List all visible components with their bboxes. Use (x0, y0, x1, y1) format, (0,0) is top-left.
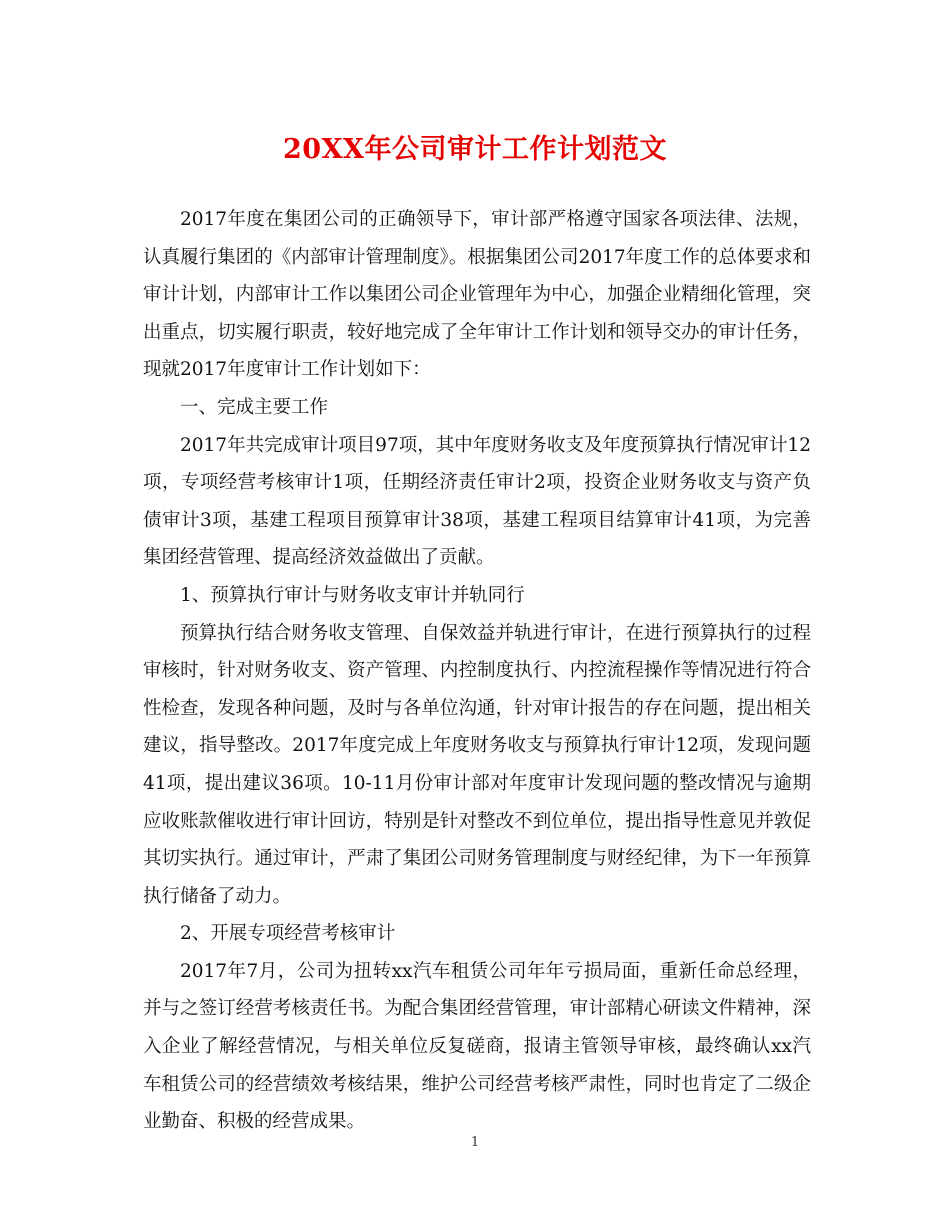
summary-paragraph: 2017年共完成审计项目97项，其中年度财务收支及年度预算执行情况审计12项，专项经营考核审计1项，任期经济责任审计2项，投资企业财务收支与资产负债审计3项，基建工程项目预算审计38项，基建工程项目结算审计41项，为完善集团经营管理、提高经济效益做出了贡献。 (143, 434, 811, 569)
subsection-heading-budget-audit: 1、预算执行审计与财务收支审计并轨同行 (180, 584, 525, 606)
document-title: 20XX年公司审计工作计划范文 (283, 134, 667, 165)
document-body (143, 201, 811, 1141)
section-heading-main-work: 一、完成主要工作 (180, 396, 329, 418)
page-number: 1 (470, 1135, 480, 1150)
intro-paragraph: 2017年度在集团公司的正确领导下，审计部严格遵守国家各项法律、法规，认真履行集团的《内部审计管理制度》。根据集团公司2017年度工作的总体要求和审计计划，内部审计工作以集团公司企业管理年为中心，加强企业精细化管理，突出重点，切实履行职责，较好地完成了全年审计工作计划和领导交办的审计任务，现就2017年度审计工作计划如下： (143, 209, 811, 381)
special-audit-paragraph: 2017年7月，公司为扭转xx汽车租赁公司年年亏损局面，重新任命总经理，并与之签订经营考核责任书。为配合集团经营管理，审计部精心研读文件精神，深入企业了解经营情况，与相关单位反复磋商，报请主管领导审核，最终确认xx汽车租赁公司的经营绩效考核结果，维护公司经营考核严肃性，同时也肯定了二级企业勤奋、积极的经营成果。 (143, 960, 811, 1133)
subsection-heading-special-audit: 2、开展专项经营考核审计 (180, 923, 396, 945)
budget-audit-paragraph: 预算执行结合财务收支管理、自保效益并轨进行审计，在进行预算执行的过程审核时，针对财务收支、资产管理、内控制度执行、内控流程操作等情况进行符合性检查，发现各种问题，及时与各单位沟通，针对审计报告的存在问题，提出相关建议，指导整改。2017年度完成上年度财务收支与预算执行审计12项，发现问题41项，提出建议36项。10-11月份审计部对年度审计发现问题的整改情况与逾期应收账款催收进行审计回访，特别是针对整改不到位单位，提出指导性意见并敦促其切实执行。通过审计，严肃了集团公司财务管理制度与财经纪律，为下一年预算执行储备了动力。 (143, 622, 811, 907)
